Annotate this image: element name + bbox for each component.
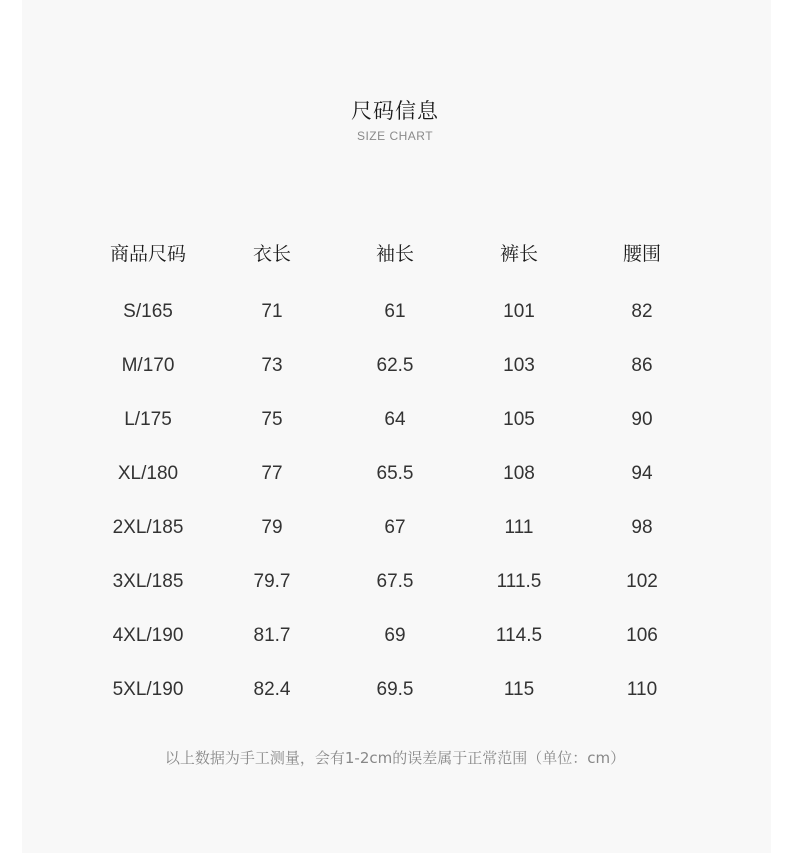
table-cell: 90: [631, 409, 653, 430]
table-cell: 61: [384, 301, 406, 322]
table-cell: 81.7: [253, 625, 291, 646]
table-cell: 82: [631, 301, 653, 322]
table-row: [0, 621, 790, 651]
table-cell: 111.5: [496, 571, 542, 592]
table-row: [0, 297, 790, 327]
column-header-size: 商品尺码: [109, 243, 186, 265]
table-cell: XL/180: [117, 463, 179, 484]
table-cell: 73: [261, 355, 283, 376]
table-row: [0, 459, 790, 489]
table-cell: L/175: [124, 409, 172, 430]
table-row: [0, 405, 790, 435]
table-header-row: [0, 239, 790, 269]
table-cell: 79: [261, 517, 283, 538]
table-cell: 67.5: [376, 571, 414, 592]
table-cell: 103: [503, 355, 535, 376]
table-row: [0, 513, 790, 543]
table-cell: 4XL/190: [112, 625, 184, 646]
table-cell: 67: [384, 517, 406, 538]
table-cell: S/165: [123, 301, 173, 322]
table-cell: 69: [384, 625, 406, 646]
table-cell: 3XL/185: [112, 571, 184, 592]
table-cell: 94: [631, 463, 653, 484]
table-cell: 2XL/185: [112, 517, 184, 538]
table-cell: 64: [384, 409, 406, 430]
table-cell: 101: [503, 301, 535, 322]
table-cell: 110: [626, 679, 658, 700]
table-row: [0, 567, 790, 597]
table-row: [0, 351, 790, 381]
table-cell: 75: [261, 409, 283, 430]
table-cell: 5XL/190: [112, 679, 184, 700]
table-cell: 102: [626, 571, 658, 592]
table-cell: 82.4: [253, 679, 291, 700]
table-cell: 98: [631, 517, 653, 538]
table-cell: 114.5: [495, 625, 543, 646]
table-cell: 106: [626, 625, 658, 646]
column-header-length: 衣长: [252, 243, 291, 265]
table-cell: 105: [503, 409, 535, 430]
table-cell: 79.7: [253, 571, 291, 592]
column-header-sleeve: 袖长: [375, 243, 414, 265]
table-cell: 108: [503, 463, 535, 484]
table-cell: 71: [261, 301, 283, 322]
table-cell: 62.5: [376, 355, 414, 376]
column-header-waist: 腰围: [622, 243, 661, 265]
table-row: [0, 675, 790, 705]
table-cell: 115: [503, 679, 535, 700]
page-title: 尺码信息: [351, 99, 439, 123]
table-cell: 111: [504, 517, 534, 538]
table-cell: 69.5: [376, 679, 414, 700]
table-cell: 77: [261, 463, 283, 484]
page-subtitle: SIZE CHART: [356, 129, 434, 143]
column-header-pants-length: 裤长: [499, 243, 538, 265]
measurement-note: 以上数据为手工测量，会有1-2cm的误差属于正常范围（单位：cm）: [164, 749, 626, 767]
table-cell: 86: [631, 355, 653, 376]
table-cell: 65.5: [376, 463, 414, 484]
table-cell: M/170: [121, 355, 175, 376]
